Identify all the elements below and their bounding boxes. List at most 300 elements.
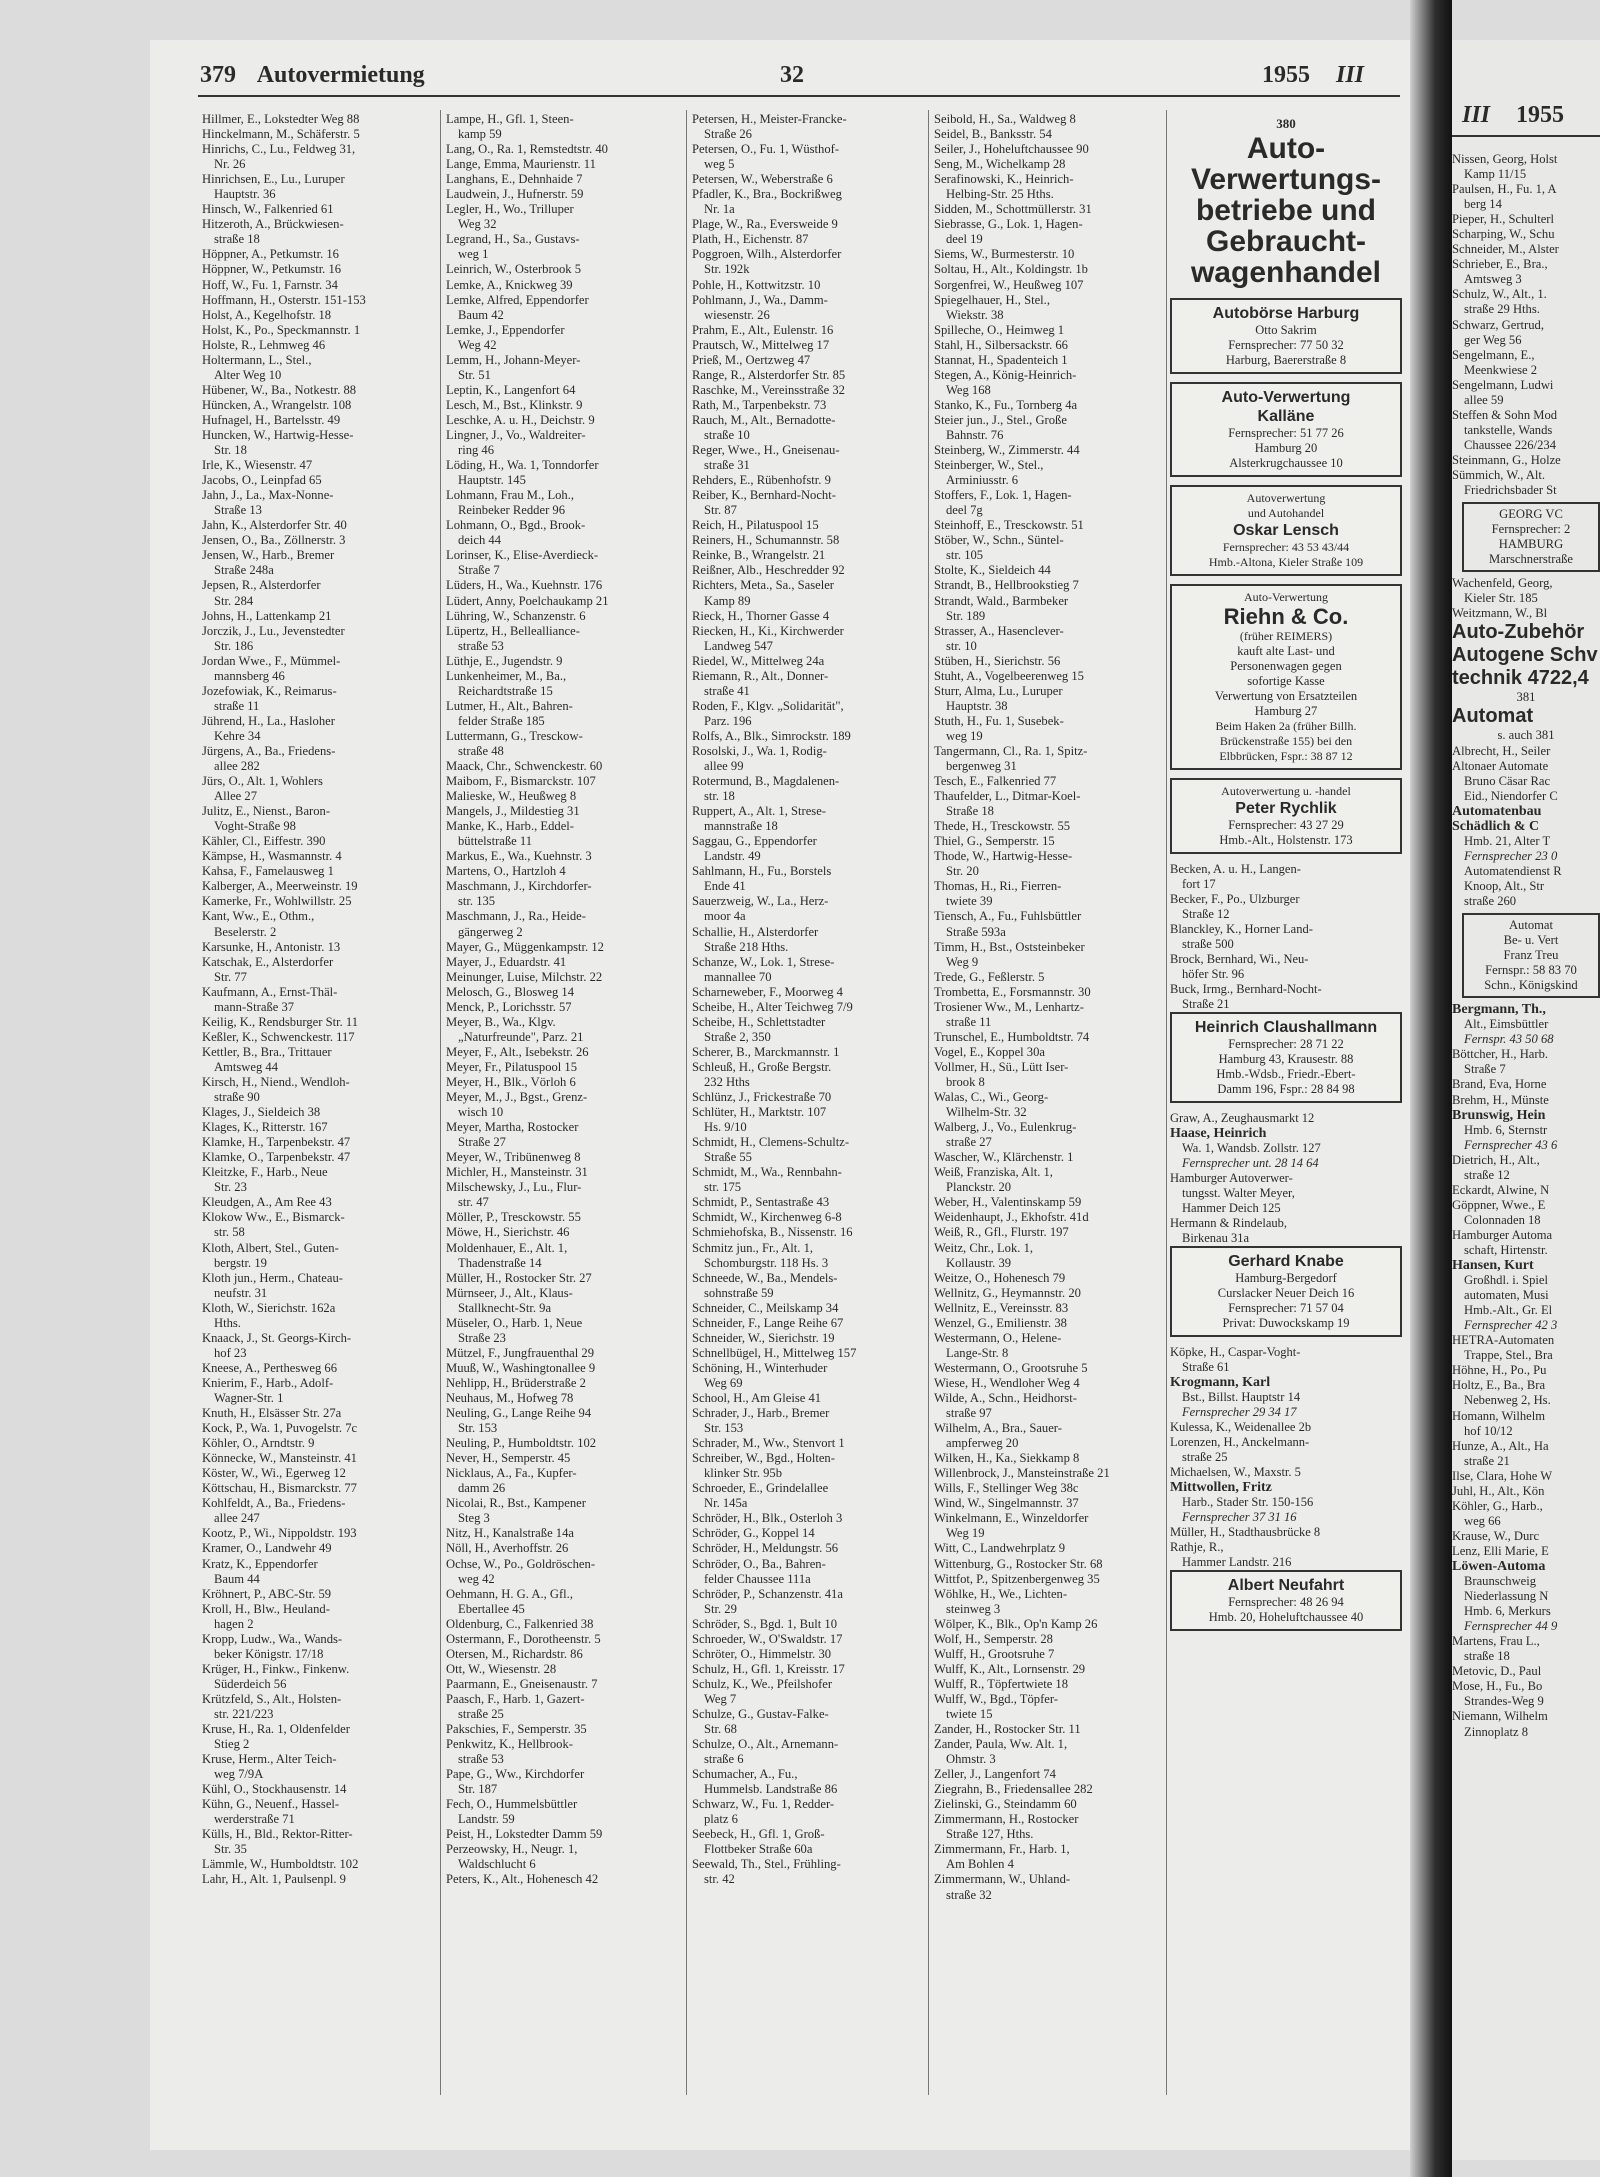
directory-entry-line: Schulz, W., Alt., 1.: [1452, 287, 1547, 302]
directory-entry-line: Automat: [1452, 705, 1534, 728]
directory-entry-line: Hmb. 6, Merkurs: [1464, 1604, 1551, 1619]
directory-entry-line: fort 17: [1182, 877, 1216, 891]
directory-entry-line: Colonnaden 18: [1464, 1212, 1541, 1227]
ad-line: HAMBURG: [1498, 537, 1564, 552]
directory-entry-line: Michler, H., Mansteinstr. 31: [446, 1165, 588, 1180]
directory-entry-line: Kalberger, A., Meerweinstr. 19: [202, 879, 358, 894]
directory-entry-line: straße 11: [214, 698, 260, 713]
directory-entry-line: Paasch, F., Harb. 1, Gazert-: [446, 1691, 585, 1706]
directory-entry-line: Lemke, A., Knickweg 39: [446, 277, 573, 292]
directory-entry-line: Richters, Meta., Sa., Saseler: [692, 578, 834, 593]
directory-entry-line: Lemke, J., Eppendorfer: [446, 322, 565, 337]
directory-entry-line: Knaack, J., St. Georgs-Kirch-: [202, 1330, 352, 1345]
directory-entry-line: weg 42: [458, 1571, 495, 1586]
directory-entry-line: Stallknecht-Str. 9a: [458, 1300, 552, 1315]
directory-entry-line: Zimmermann, Fr., Harb. 1,: [934, 1842, 1070, 1857]
directory-entry-line: Rosolski, J., Wa. 1, Rodig-: [692, 743, 827, 758]
directory-entry-line: Hauptstr. 145: [458, 473, 526, 488]
directory-entry-line: Kohlfeldt, A., Ba., Friedens-: [202, 1496, 346, 1511]
directory-entry-line: Seibold, H., Sa., Waldweg 8: [934, 112, 1076, 126]
directory-entry-line: Steffen & Sohn Mod: [1452, 407, 1558, 422]
directory-entry-line: Hmb.-Alt., Gr. El: [1464, 1303, 1553, 1318]
directory-entry-line: Wachenfeld, Georg,: [1452, 576, 1553, 591]
ad-line: kauft alte Last- und: [1237, 644, 1335, 658]
directory-entry-line: Kock, P., Wa. 1, Puvogelstr. 7c: [202, 1421, 358, 1436]
directory-entry-line: moor 4a: [704, 909, 746, 924]
column-divider: [1166, 110, 1167, 2095]
directory-entry-line: Milschewsky, J., Lu., Flur-: [446, 1180, 582, 1195]
directory-entry-line: Schröter, O., Himmelstr. 30: [692, 1646, 832, 1661]
ad-line: Hamburg-Bergedorf: [1235, 1271, 1337, 1285]
directory-entry-line: Kulessa, K., Weidenallee 2b: [1170, 1420, 1312, 1434]
year: 1955: [1262, 62, 1310, 88]
directory-entry-line: Zander, Paula, Ww. Alt. 1,: [934, 1737, 1068, 1752]
directory-entry-line: Kamp 89: [704, 593, 751, 608]
directory-entry-line: Kootz, P., Wi., Nippoldstr. 193: [202, 1526, 357, 1541]
directory-entry-line: Trombetta, E., Forsmannstr. 30: [934, 984, 1091, 999]
directory-entry-line: Pohle, H., Kottwitzstr. 10: [692, 277, 821, 292]
directory-entry-line: Roden, F., Klgv. „Solidarität",: [692, 698, 844, 713]
directory-entry-line: Schädlich & C: [1452, 818, 1540, 834]
directory-entry-line: Haase, Heinrich: [1170, 1126, 1267, 1141]
directory-entry-line: Straße 23: [458, 1330, 506, 1345]
right-page-entries: [1452, 152, 1600, 1740]
directory-entry-line: Hs. 9/10: [704, 1120, 747, 1135]
directory-entry-line: deich 44: [458, 533, 502, 548]
directory-entry-line: Wenzel, G., Emilienstr. 38: [934, 1315, 1067, 1330]
directory-entry-line: Legrand, H., Sa., Gustavs-: [446, 232, 580, 247]
directory-entry-line: Baum 44: [214, 1571, 260, 1586]
directory-entry-line: Walberg, J., Vo., Eulenkrug-: [934, 1120, 1077, 1135]
ad-line: Fernsprecher: 71 57 04: [1228, 1301, 1344, 1315]
section-heading-line: betriebe und: [1195, 194, 1376, 227]
entries-column-3: [692, 112, 928, 2097]
directory-entry-line: Kehre 34: [214, 728, 261, 743]
directory-entry-line: School, H., Am Gleise 41: [692, 1390, 822, 1405]
directory-entry-line: Meyer, W., Tribünenweg 8: [446, 1150, 581, 1165]
directory-entry-line: platz 6: [704, 1812, 738, 1827]
directory-entry-line: Alt., Eimsbüttler: [1464, 1017, 1549, 1032]
directory-entry-line: Bahnstr. 76: [946, 427, 1004, 442]
directory-entry-line: Sengelmann, E.,: [1452, 347, 1535, 362]
directory-entry-line: Ilse, Clara, Hohe W: [1452, 1468, 1553, 1483]
directory-entry-line: Jürs, O., Alt. 1, Wohlers: [202, 774, 323, 789]
section-title: Autovermietung: [256, 62, 425, 88]
directory-entry-line: Str. 153: [458, 1421, 498, 1436]
directory-entry-line: Meyer, M., J., Bgst., Grenz-: [446, 1090, 588, 1105]
directory-entry-line: Kollaustr. 39: [946, 1255, 1012, 1270]
ad-line: Fernsprecher: 48 26 94: [1228, 1595, 1344, 1609]
directory-entry-line: Lorinser, K., Elise-Averdieck-: [446, 548, 599, 563]
directory-entry-line: str. 18: [704, 789, 735, 804]
directory-entry-line: schaft, Hirtenstr.: [1464, 1243, 1548, 1257]
directory-entry-line: Hammer Landstr. 216: [1182, 1555, 1292, 1569]
directory-entry-line: straße 41: [704, 683, 750, 698]
directory-entry-line: twiete 39: [946, 894, 993, 909]
directory-entry-line: Reger, Wwe., H., Gneisenau-: [692, 443, 840, 458]
directory-entry-line: Chaussee 226/234: [1464, 437, 1556, 452]
directory-entry-line: Weg 19: [946, 1526, 985, 1541]
directory-entry-line: Harb., Stader Str. 150-156: [1182, 1495, 1314, 1509]
directory-entry-line: ampferweg 20: [946, 1436, 1019, 1451]
directory-entry-line: Pohlmann, J., Wa., Damm-: [692, 292, 828, 307]
directory-entry-line: Stanko, K., Fu., Tornberg 4a: [934, 397, 1078, 412]
advertisement-box: [1462, 913, 1600, 998]
directory-entry-line: Straße 26: [704, 127, 752, 142]
directory-entry-line: Schneider, M., Alster: [1452, 242, 1559, 257]
directory-entry-line: Brehm, H., Münste: [1452, 1092, 1549, 1107]
directory-entry-line: Muuß, W., Washingtonallee 9: [446, 1360, 596, 1375]
directory-entry-line: Petersen, H., Meister-Francke-: [692, 112, 847, 126]
ad-line: Albert Neufahrt: [1227, 1577, 1345, 1594]
directory-entry-line: straße 11: [946, 1014, 992, 1029]
directory-entry-line: Riecken, H., Ki., Kirchwerder: [692, 623, 844, 638]
directory-entry-line: neufstr. 31: [214, 1285, 268, 1300]
ad-line: Fernsprecher: 43 53 43/44: [1222, 540, 1350, 554]
directory-entry-line: Jührend, H., La., Hasloher: [202, 713, 335, 728]
directory-entry-line: Krogmann, Karl: [1170, 1375, 1271, 1390]
directory-entry-line: Klamke, O., Tarpenbekstr. 47: [202, 1150, 351, 1165]
directory-entry-line: Auto-Zubehör: [1452, 621, 1585, 644]
directory-entry-line: Stegen, A., König-Heinrich-: [934, 367, 1077, 382]
directory-entry-line: straße 97: [946, 1406, 992, 1421]
advertisement-box: [1170, 485, 1402, 576]
section-heading-line: Gebraucht-: [1205, 225, 1367, 258]
directory-entry-line: Hamburger Automa: [1452, 1227, 1553, 1242]
directory-entry-line: Niemann, Wilhelm: [1452, 1709, 1548, 1724]
directory-entry-line: Strandt, B., Hellbrookstieg 7: [934, 578, 1079, 593]
directory-entry-line: tankstelle, Wands: [1464, 422, 1553, 437]
directory-entry-line: Keßler, K., Schwenckestr. 117: [202, 1029, 355, 1044]
directory-entry-line: Legler, H., Wo., Trilluper: [446, 202, 574, 217]
directory-entry-line: Trosiener Ww., M., Lenhartz-: [934, 999, 1084, 1014]
directory-entry-line: Schulze, O., Alt., Arnemann-: [692, 1737, 839, 1752]
directory-entry-line: Alter Weg 10: [214, 367, 282, 382]
directory-entry-line: Scheibe, H., Alter Teichweg 7/9: [692, 999, 853, 1014]
directory-entry-line: Klamke, H., Tarpenbekstr. 47: [202, 1135, 351, 1150]
directory-entry-line: Wöhlke, H., We., Lichten-: [934, 1586, 1068, 1601]
directory-entry-line: Irle, K., Wiesenstr. 47: [202, 458, 313, 473]
directory-entry-line: Jacobs, O., Leinpfad 65: [202, 473, 322, 488]
directory-entry-line: Klokow Ww., E., Bismarck-: [202, 1210, 345, 1225]
directory-entry-line: Automatenbau: [1452, 803, 1542, 819]
directory-entry-line: Thode, W., Hartwig-Hesse-: [934, 849, 1073, 864]
directory-entry-line: Schöning, H., Winterhuder: [692, 1360, 828, 1375]
section-heading-line: wagenhandel: [1190, 256, 1382, 289]
ad-line: Fernsprecher: 2: [1491, 522, 1571, 537]
directory-entry-line: Straße 218 Hths.: [704, 939, 789, 954]
directory-entry-line: Str. 23: [214, 1180, 247, 1195]
directory-entry-line: allee 282: [214, 759, 260, 774]
entries-column-2: [446, 112, 686, 2097]
directory-entry-line: straße 53: [458, 1752, 504, 1767]
directory-entry-line: Melosch, G., Blosweg 14: [446, 984, 575, 999]
directory-entry-line: Jahn, K., Alsterdorfer Str. 40: [202, 518, 347, 533]
directory-entry-line: Reinbeker Redder 96: [458, 503, 566, 518]
directory-entry-line: Rotermund, B., Magdalenen-: [692, 774, 840, 789]
directory-entry-line: Brock, Bernhard, Wi., Neu-: [1170, 952, 1309, 966]
directory-entry-line: Könnecke, W., Mansteinstr. 41: [202, 1451, 357, 1466]
directory-entry-line: Willenbrock, J., Mansteinstraße 21: [934, 1466, 1110, 1481]
directory-entry-line: Ohmstr. 3: [946, 1752, 996, 1767]
directory-entry-line: Löding, H., Wa. 1, Tonndorfer: [446, 458, 599, 473]
directory-entry-line: Schröder, S., Bgd. 1, Bult 10: [692, 1616, 838, 1631]
directory-entry-line: straße 18: [214, 232, 260, 247]
directory-entry-line: Rathje, R.,: [1170, 1540, 1224, 1554]
directory-entry-line: str. 135: [458, 894, 496, 909]
ad-line: Elbbrücken, Fspr.: 38 87 12: [1219, 749, 1353, 763]
directory-entry-line: Johns, H., Lattenkamp 21: [202, 608, 332, 623]
directory-entry-line: Reiber, K., Bernhard-Nocht-: [692, 488, 836, 503]
directory-entry-line: Westermann, O., Grootsruhe 5: [934, 1360, 1088, 1375]
ad-line: Hmb.-Alt., Holstenstr. 173: [1219, 833, 1353, 847]
directory-entry-line: damm 26: [458, 1481, 506, 1496]
right-page-header: [1462, 102, 1564, 129]
directory-entry-line: mann-Straße 37: [214, 999, 295, 1014]
directory-entry-line: Nehlipp, H., Brüderstraße 2: [446, 1375, 586, 1390]
directory-entry-line: Timm, H., Bst., Oststeinbeker: [934, 939, 1085, 954]
directory-entry-line: Kloth, Albert, Stel., Guten-: [202, 1240, 339, 1255]
ad-line: Riehn & Co.: [1223, 604, 1349, 629]
advertisement-box: [1170, 778, 1402, 854]
directory-entry-line: Schneider, W., Sierichstr. 19: [692, 1330, 835, 1345]
directory-entry-line: Serafinowski, K., Heinrich-: [934, 172, 1074, 187]
directory-entry-line: Steinmann, G., Holze: [1452, 452, 1561, 467]
directory-entry-line: wisch 10: [458, 1105, 504, 1120]
directory-entry-line: Plage, W., Ra., Eversweide 9: [692, 217, 838, 232]
directory-entry-line: Weitze, O., Hohenesch 79: [934, 1270, 1066, 1285]
directory-entry-line: Wölper, K., Blk., Op'n Kamp 26: [934, 1616, 1098, 1631]
ad-line: Marschnerstraße: [1489, 552, 1573, 567]
directory-entry-line: Schmidt, M., Wa., Rennbahn-: [692, 1165, 842, 1180]
directory-entry-line: Schlünz, J., Frickestraße 70: [692, 1090, 832, 1105]
directory-entry-line: straße 21: [1464, 1453, 1510, 1468]
directory-entry-line: Raschke, M., Vereinsstraße 32: [692, 382, 845, 397]
directory-entry-line: straße 29 Hths.: [1464, 302, 1540, 317]
directory-entry-line: Ott, W., Wiesenstr. 28: [446, 1661, 557, 1676]
directory-entry-line: Lemke, Alfred, Eppendorfer: [446, 292, 589, 307]
directory-entry-line: Sidden, M., Schottmüllerstr. 31: [934, 202, 1092, 217]
directory-entry-line: Eid., Niendorfer C: [1464, 788, 1558, 803]
directory-entry-line: Weg 32: [458, 217, 497, 232]
directory-entry-line: straße 10: [704, 427, 750, 442]
volume: III: [1336, 62, 1365, 88]
directory-entry-line: weg 19: [946, 728, 983, 743]
page-header-left: [200, 62, 425, 89]
directory-entry-line: str. 10: [946, 638, 977, 653]
directory-entry-line: Meinunger, Luise, Milchstr. 22: [446, 969, 603, 984]
directory-entry-line: bergstr. 19: [214, 1255, 267, 1270]
directory-entry-line: Kratz, K., Eppendorfer: [202, 1556, 318, 1571]
directory-entry-line: Lüthje, E., Jugendstr. 9: [446, 653, 563, 668]
directory-entry-line: Schmidt, H., Clemens-Schultz-: [692, 1135, 850, 1150]
ad-line: Autoverwertung: [1246, 491, 1326, 505]
directory-entry-line: Rolfs, A., Blk., Simrockstr. 189: [692, 728, 851, 743]
directory-entry-line: Maschmann, J., Kirchdorfer-: [446, 879, 592, 894]
directory-entry-line: straße 500: [1182, 937, 1234, 951]
directory-entry-line: wiesenstr. 26: [704, 307, 770, 322]
directory-entry-line: Steg 3: [458, 1511, 490, 1526]
ad-line: Peter Rychlik: [1235, 800, 1337, 817]
directory-entry-line: Kämpse, H., Wasmannstr. 4: [202, 849, 342, 864]
directory-entry-line: Fech, O., Hummelsbüttler: [446, 1797, 578, 1812]
directory-entry-line: Zeller, J., Langenfort 74: [934, 1767, 1056, 1782]
directory-entry-line: Hübener, W., Ba., Notkestr. 88: [202, 382, 357, 397]
directory-entry-line: Fernsprecher 23 0: [1464, 848, 1558, 863]
directory-entry-line: Mose, H., Fu., Bo: [1452, 1679, 1543, 1694]
directory-entry-line: brook 8: [946, 1075, 985, 1089]
directory-entry-line: Kroll, H., Blw., Heuland-: [202, 1601, 330, 1616]
directory-entry-line: Juhl, H., Alt., Kön: [1452, 1483, 1545, 1498]
directory-entry-line: Sorgenfrei, W., Heußweg 107: [934, 277, 1084, 292]
advertisement-box: [1170, 584, 1402, 770]
directory-entry-line: Hunze, A., Alt., Ha: [1452, 1438, 1549, 1453]
directory-entry-line: Hoff, W., Fu. 1, Farnstr. 34: [202, 277, 338, 292]
directory-entry-line: Lingner, J., Vo., Waldreiter-: [446, 427, 586, 442]
entries-block-a: [1170, 862, 1402, 1012]
directory-entry-line: Kieler Str. 185: [1464, 591, 1538, 606]
entries-column-4: [934, 112, 1166, 2097]
directory-entry-line: Steinberg, W., Zimmerstr. 44: [934, 443, 1080, 458]
directory-entry-line: steinweg 3: [946, 1601, 1001, 1616]
directory-entry-line: Lahr, H., Alt. 1, Paulsenpl. 9: [202, 1872, 346, 1887]
ad-line: Damm 196, Fspr.: 28 84 98: [1217, 1082, 1355, 1096]
directory-entry-line: Kühn, G., Neuenf., Hassel-: [202, 1797, 340, 1812]
directory-entry-line: Seidel, B., Banksstr. 54: [934, 127, 1052, 142]
directory-entry-line: Amtsweg 44: [214, 1059, 279, 1074]
directory-entry-line: HETRA-Automaten: [1452, 1333, 1555, 1348]
directory-entry-line: Jensen, O., Ba., Zöllnerstr. 3: [202, 533, 346, 548]
ad-line: Brückenstraße 155) bei den: [1219, 734, 1353, 748]
directory-entry-line: Wagner-Str. 1: [214, 1390, 284, 1405]
directory-entry-line: Wills, F., Stellinger Weg 38c: [934, 1481, 1079, 1496]
directory-entry-line: Keilig, K., Rendsburger Str. 11: [202, 1014, 359, 1029]
directory-entry-line: Saggau, G., Eppendorfer: [692, 834, 817, 849]
directory-entry-line: Str. 35: [214, 1842, 247, 1857]
directory-entry-line: Neuhaus, M., Hofweg 78: [446, 1390, 574, 1405]
directory-entry-line: Schroeder, E., Grindelallee: [692, 1481, 829, 1496]
directory-entry-line: Müller, H., Rostocker Str. 27: [446, 1270, 592, 1285]
directory-entry-line: Schmidt, P., Sentastraße 43: [692, 1195, 830, 1210]
directory-entry-line: Fernsprecher 43 6: [1464, 1137, 1558, 1152]
directory-entry-line: technik 4722,4: [1452, 667, 1589, 690]
directory-entry-line: Stuht, A., Vogelbeerenweg 15: [934, 668, 1084, 683]
directory-entry-line: Schrader, J., Harb., Bremer: [692, 1406, 830, 1421]
directory-entry-line: Wulff, W., Bgd., Töpfer-: [934, 1691, 1058, 1706]
directory-entry-line: straße 53: [458, 638, 504, 653]
directory-entry-line: Peist, H., Lokstedter Damm 59: [446, 1827, 603, 1842]
directory-entry-line: Markus, E., Wa., Kuehnstr. 3: [446, 849, 592, 864]
directory-entry-line: Schrader, M., Ww., Stenvort 1: [692, 1436, 845, 1451]
directory-entry-line: Stoffers, F., Lok. 1, Hagen-: [934, 488, 1072, 503]
directory-entry-line: Homann, Wilhelm: [1452, 1408, 1546, 1423]
directory-entry-line: Becken, A. u. H., Langen-: [1170, 862, 1301, 876]
directory-entry-line: Pakschies, F., Semperstr. 35: [446, 1722, 587, 1737]
directory-entry-line: str. 58: [214, 1225, 245, 1240]
directory-entry-line: Winkelmann, E., Winzeldorfer: [934, 1511, 1089, 1526]
directory-entry-line: Mayer, J., Eduardstr. 41: [446, 954, 567, 969]
directory-entry-line: straße 12: [1464, 1167, 1510, 1182]
directory-entry-line: Spiegelhauer, H., Stel.,: [934, 292, 1050, 307]
directory-entry-line: Brand, Eva, Horne: [1452, 1077, 1547, 1092]
directory-entry-line: Schnellbügel, H., Mittelweg 157: [692, 1345, 857, 1360]
directory-entry-line: Weiß, Franziska, Alt. 1,: [934, 1165, 1053, 1180]
directory-entry-line: Jürgens, A., Ba., Friedens-: [202, 743, 336, 758]
directory-entry-line: Leschke, A. u. H., Deichstr. 9: [446, 412, 595, 427]
directory-entry-line: Straße 27: [458, 1135, 506, 1150]
directory-entry-line: Kant, Ww., E., Othm.,: [202, 909, 315, 924]
directory-entry-line: Birkenau 31a: [1182, 1231, 1249, 1245]
directory-entry-line: Menck, P., Lorichsstr. 57: [446, 999, 572, 1014]
directory-entry-line: Niederlassung N: [1464, 1589, 1549, 1604]
directory-entry-line: Am Bohlen 4: [946, 1857, 1014, 1872]
directory-entry-line: Scherer, B., Marckmannstr. 1: [692, 1044, 840, 1059]
directory-entry-line: Wilhelm, A., Bra., Sauer-: [934, 1421, 1062, 1436]
directory-entry-line: Schulze, G., Gustav-Falke-: [692, 1706, 829, 1721]
directory-entry-line: Schmiehofska, B., Nissenstr. 16: [692, 1225, 853, 1240]
ad-line: GEORG VC: [1499, 507, 1563, 522]
directory-entry-line: Hauptstr. 38: [946, 698, 1008, 713]
directory-entry-line: Hammer Deich 125: [1182, 1201, 1281, 1215]
directory-entry-line: klinker Str. 95b: [704, 1466, 783, 1481]
directory-entry-line: Schwarz, W., Fu. 1, Redder-: [692, 1797, 835, 1812]
directory-entry-line: Straße 12: [1182, 907, 1230, 921]
book-gutter: [1410, 0, 1452, 2177]
directory-entry-line: Sümmich, W., Alt.: [1452, 467, 1546, 482]
directory-entry-line: Penkwitz, K., Hellbrook-: [446, 1737, 573, 1752]
directory-entry-line: Thede, H., Tresckowstr. 55: [934, 819, 1071, 834]
directory-entry-line: Mürnseer, J., Alt., Klaus-: [446, 1285, 573, 1300]
directory-entry-line: Martens, Frau L.,: [1452, 1634, 1540, 1649]
directory-entry-line: Göppner, Wwe., E: [1452, 1197, 1546, 1212]
directory-entry-line: Str. 20: [946, 864, 979, 879]
directory-entry-line: Reich, H., Pilatuspool 15: [692, 518, 819, 533]
directory-entry-line: Pape, G., Ww., Kirchdorfer: [446, 1767, 585, 1782]
directory-entry-line: Str. 18: [214, 443, 247, 458]
directory-entry-line: Arminiusstr. 6: [946, 473, 1019, 488]
directory-entry-line: Never, H., Semperstr. 45: [446, 1451, 571, 1466]
directory-entry-line: Bruno Cäsar Rac: [1464, 773, 1551, 788]
directory-entry-line: Jahn, J., La., Max-Nonne-: [202, 488, 334, 503]
advertisement-column: [1170, 112, 1402, 2092]
right-page: [1452, 40, 1600, 2160]
directory-entry-line: Seebeck, H., Gfl. 1, Groß-: [692, 1827, 825, 1842]
directory-entry-line: Kähler, Cl., Eiffestr. 390: [202, 834, 326, 849]
directory-entry-line: Ostermann, F., Dorotheenstr. 5: [446, 1631, 601, 1646]
directory-entry-line: Straße 61: [1182, 1360, 1230, 1374]
directory-entry-line: Lüpertz, H., Bellealliance-: [446, 623, 580, 638]
directory-entry-line: Hitzeroth, A., Brückwiesen-: [202, 217, 344, 232]
directory-entry-line: Höppner, W., Petkumstr. 16: [202, 262, 342, 277]
directory-entry-line: Kneese, A., Perthesweg 66: [202, 1360, 338, 1375]
directory-entry-line: mannallee 70: [704, 969, 772, 984]
directory-entry-line: Trede, G., Feßlerstr. 5: [934, 969, 1045, 984]
directory-entry-line: Hillmer, E., Lokstedter Weg 88: [202, 112, 360, 126]
directory-entry-line: 381: [1516, 690, 1536, 705]
directory-entry-line: Brunswig, Hein: [1452, 1107, 1546, 1123]
directory-entry-line: Albrecht, H., Seiler: [1452, 743, 1551, 758]
directory-entry-line: s. auch 381: [1497, 728, 1555, 743]
directory-entry-line: Schröder, H., Meldungstr. 56: [692, 1541, 839, 1556]
ad-line: Heinrich Claushallmann: [1194, 1019, 1378, 1036]
directory-entry-line: Schmitz jun., Fr., Alt. 1,: [692, 1240, 814, 1255]
directory-entry-line: Jozefowiak, K., Reimarus-: [202, 683, 337, 698]
directory-entry-line: Schwarz, Gertrud,: [1452, 317, 1544, 332]
directory-entry-line: Huncken, W., Hartwig-Hesse-: [202, 427, 354, 442]
directory-entry-line: Lange, Emma, Maurienstr. 11: [446, 157, 596, 172]
directory-entry-line: Zielinski, G., Steindamm 60: [934, 1797, 1077, 1812]
directory-entry-line: straße 6: [704, 1752, 744, 1767]
